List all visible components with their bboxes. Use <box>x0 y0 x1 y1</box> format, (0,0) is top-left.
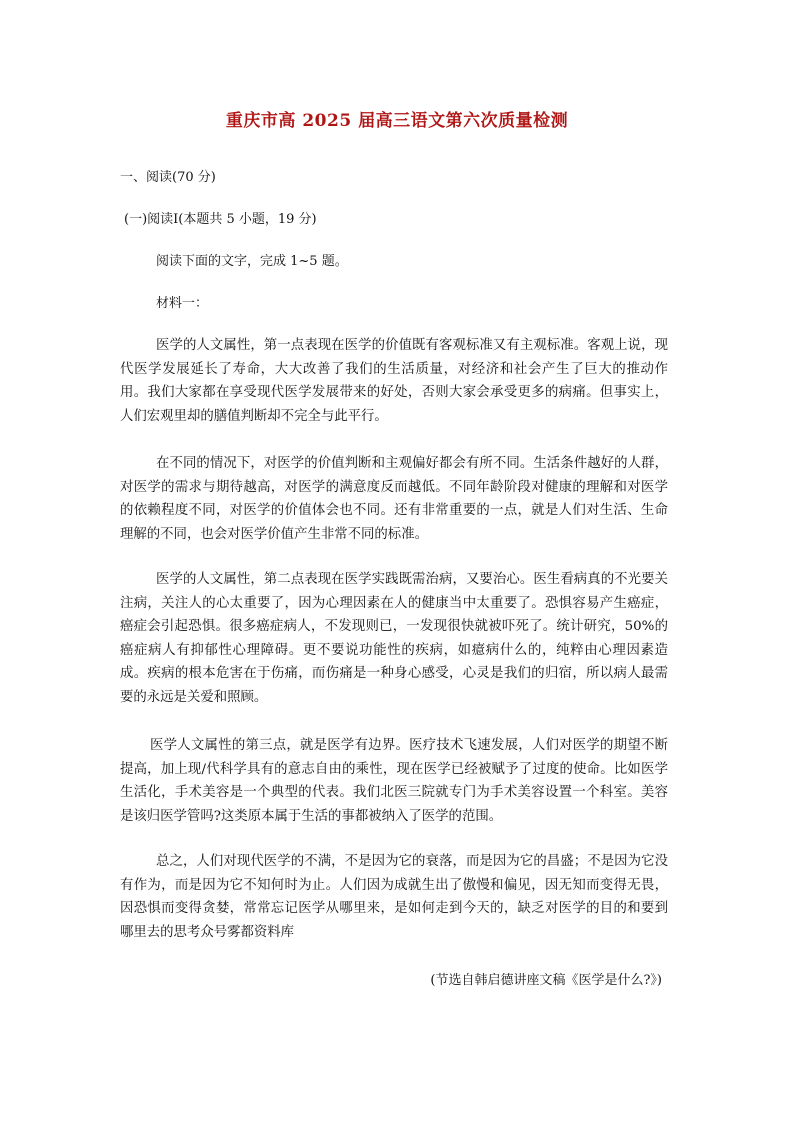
instruction-text: 阅读下面的文字，完成 1~5 题。 <box>156 254 348 269</box>
paragraph-4: 医学人文属性的第三点，就是医学有边界。医疗技术飞速发展，人们对医学的期望不断提高，加上现/代科学具有的意志自由的乘性，现在医学已经被赋予了过度的使命。比如医学生活化，手术美容是一个典型的代表。我们北医三院就专门为手术美容设置一个科室。美容是该归医学管吗?这类原本属于生活的事都被纳入了医学的范围。 <box>120 738 668 824</box>
material-label: 材料一： <box>156 296 209 311</box>
source-citation: (节选自韩启德讲座文稿《医学是什么?》) <box>430 973 662 988</box>
paragraph-3: 医学的人文属性，第二点表现在医学实践既需治病，又要治心。医生看病真的不光要关注病，关注人的心太重要了，因为心理因素在人的健康当中太重要了。恐惧容易产生癌症，癌症会引起恐惧。很多癌症病人，不发现则已，一发现很快就被吓死了。统计研究，50%的癌症病人有抑郁性心理障碍。更不要说功能性的疾病，如癔病什么的，纯粹由心理因素造成。疾病的根本危害在于伤痛，而伤痛是一种身心感受，心灵是我们的归宿，所以病人最需要的永远是关爱和照顾。 <box>120 572 668 705</box>
paragraph-2: 在不同的情况下，对医学的价值判断和主观偏好都会有所不同。生活条件越好的人群，对医学的需求与期待越高，对医学的满意度反而越低。不同年龄阶段对健康的理解和对医学的依赖程度不同，对医学的价值体会也不同。还有非常重要的一点，就是人们对生活、生命理解的不同，也会对医学价值产生非常不同的标准。 <box>120 456 668 542</box>
paragraph-5: 总之，人们对现代医学的不满，不是因为它的衰落，而是因为它的昌盛；不是因为它没有作为，而是因为它不知何时为止。人们因为成就生出了傲慢和偏见，因无知而变得无畏，因恐惧而变得贪婪，常常忘记医学从哪里来，是如何走到今天的，缺乏对医学的目的和要到哪里去的思考众号雾都资料库 <box>120 854 668 940</box>
paragraph-1: 医学的人文属性，第一点表现在医学的价值既有客观标准又有主观标准。客观上说，现代医学发展延长了寿命，大大改善了我们的生活质量，对经济和社会产生了巨大的推动作用。我们大家都在享受现代医学发展带来的好处，否则大家会承受更多的病痛。但事实上，人们宏观里却的膳值判断却不完全与此平行。 <box>120 338 668 424</box>
subsection-heading: (一)阅读Ⅰ(本题共 5 小题，19 分) <box>124 212 317 227</box>
section-heading: 一、阅读(70 分) <box>120 170 216 185</box>
page-title: 重庆市高 2025 届高三语文第六次质量检测 <box>225 111 569 131</box>
